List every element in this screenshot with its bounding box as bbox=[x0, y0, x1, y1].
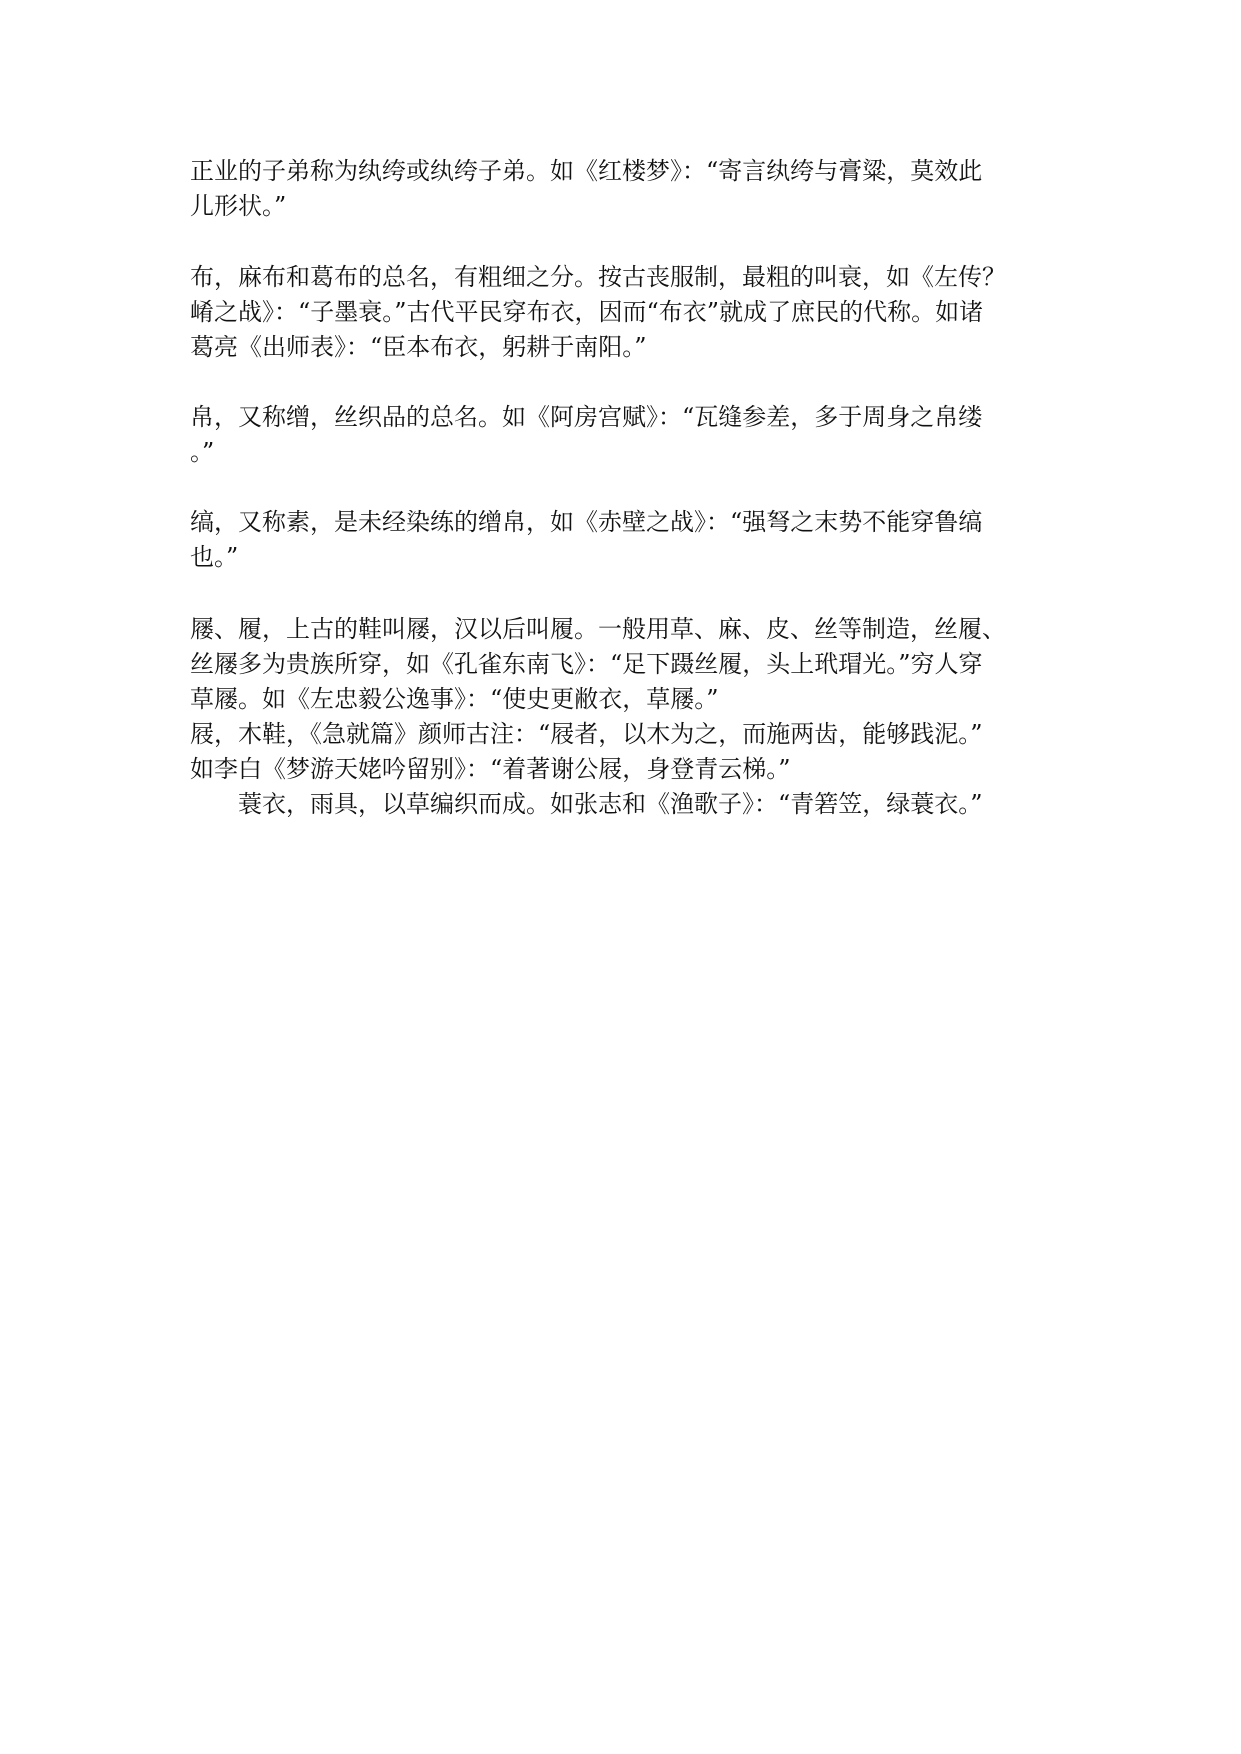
paragraph-ju-lv: 屦、履，上古的鞋叫屦，汉以后叫履。一般用草、麻、皮、丝等制造，丝履、 丝屦多为贵族所穿，如《孔雀东南飞》：“足下蹑丝履，头上玳瑁光。”穷人穿 草屦。如《左忠毅公逸事》：“使史更敝衣，草屦。” bbox=[190, 615, 1006, 713]
paragraph-bo: 帛，又称缯，丝织品的总名。如《阿房宫赋》：“瓦缝参差，多于周身之帛缕 。” bbox=[190, 403, 983, 466]
paragraph-bu: 布，麻布和葛布的总名，有粗细之分。按古丧服制，最粗的叫衰，如《左传？ 崤之战》：“子墨衰。”古代平民穿布衣，因而“布衣”就成了庶民的代称。如诸 葛亮《出师表》：“臣本布衣，躬耕于南阳。” bbox=[190, 263, 1006, 361]
paragraph-gao: 缟，又称素，是未经染练的缯帛，如《赤壁之战》：“强弩之末势不能穿鲁缟 也。” bbox=[190, 508, 983, 571]
paragraph-suoyi: 蓑衣，雨具，以草编织而成。如张志和《渔歌子》：“青箬笠，绿蓑衣。” bbox=[238, 790, 983, 818]
paragraph-wanku: 正业的子弟称为纨绔或纨绔子弟。如《红楼梦》：“寄言纨绔与膏粱，莫效此 儿形状。” bbox=[190, 157, 983, 220]
paragraph-ji: 屐，木鞋，《急就篇》颜师古注：“屐者，以木为之，而施两齿，能够践泥。” 如李白《梦游天姥吟留别》：“着著谢公屐，身登青云梯。” bbox=[190, 720, 983, 783]
